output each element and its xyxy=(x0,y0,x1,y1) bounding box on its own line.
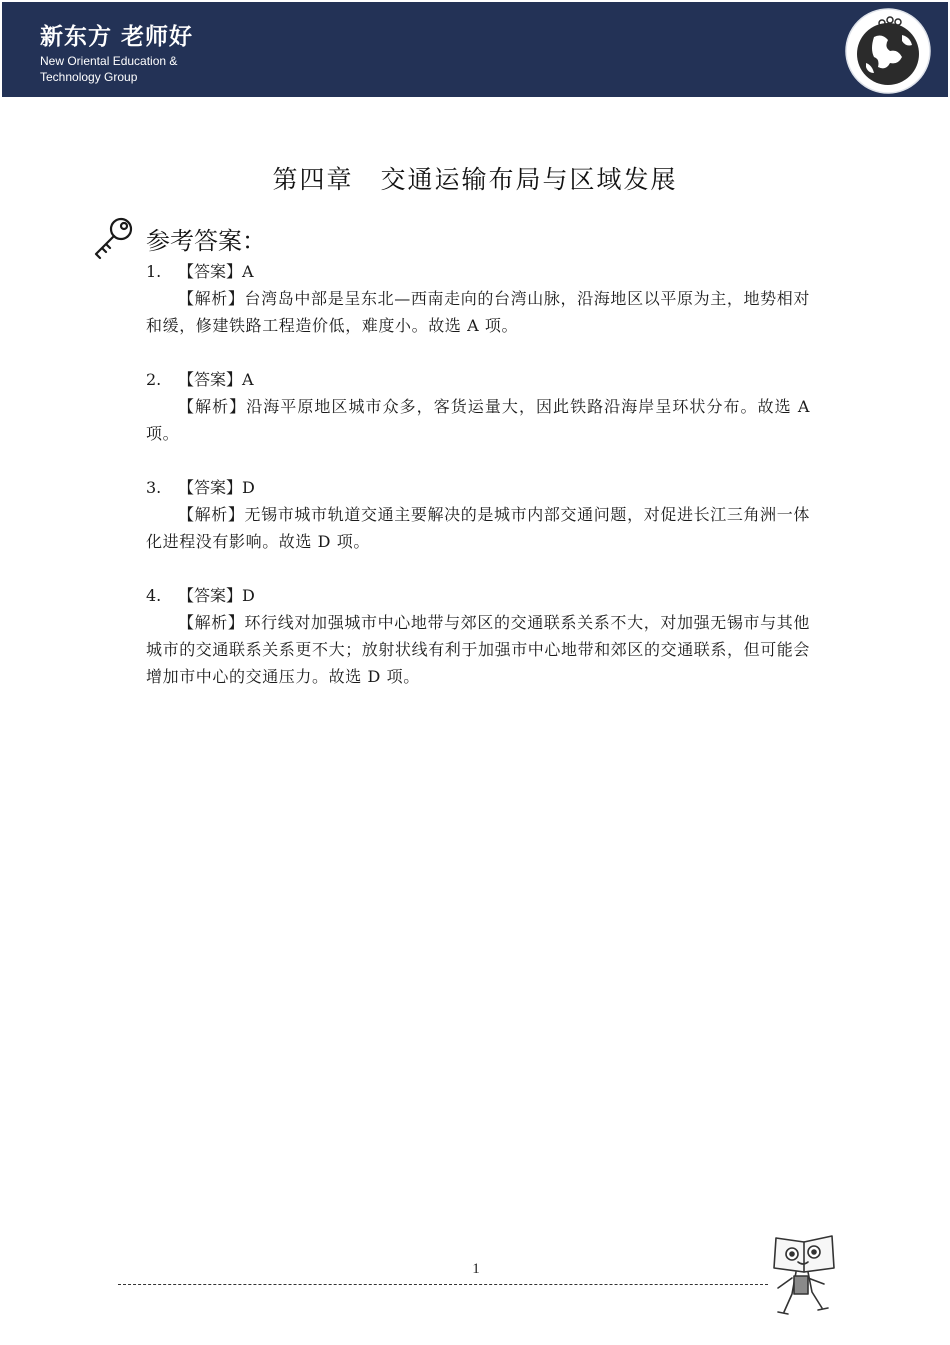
answer-number: 3. xyxy=(146,478,162,497)
brand-name-en-line2: Technology Group xyxy=(40,70,138,84)
answer-list xyxy=(146,258,810,717)
answer-number: 2. xyxy=(146,370,162,389)
answer-item xyxy=(146,582,810,690)
chapter-title: 第四章 交通运输布局与区域发展 xyxy=(272,165,678,194)
answer-key: 【答案】A xyxy=(178,262,254,281)
book-mascot-icon xyxy=(768,1232,840,1318)
answer-item xyxy=(146,366,810,447)
answer-item xyxy=(146,474,810,555)
section-heading: 参考答案： xyxy=(146,227,266,255)
answer-key: 【答案】A xyxy=(178,370,254,389)
answer-explanation: 【解析】沿海平原地区城市众多，客货运量大，因此铁路沿海岸呈环状分布。故选 A 项。 xyxy=(146,397,810,443)
key-icon xyxy=(90,214,136,262)
brand-name-en xyxy=(40,53,177,85)
answer-explanation: 【解析】无锡市城市轨道交通主要解决的是城市内部交通问题，对促进长江三角洲一体化进程没有影响。故选 D 项。 xyxy=(146,505,810,551)
answer-number: 1. xyxy=(146,262,162,281)
page-header xyxy=(2,2,948,97)
answer-explanation: 【解析】台湾岛中部是呈东北—西南走向的台湾山脉，沿海地区以平原为主，地势相对和缓，修建铁路工程造价低，难度小。故选 A 项。 xyxy=(146,289,810,335)
answer-key: 【答案】D xyxy=(178,478,255,497)
page-number: 1 xyxy=(472,1261,480,1277)
answer-explanation: 【解析】环行线对加强城市中心地带与郊区的交通联系关系不大，对加强无锡市与其他城市的交通联系关系更不大；放射状线有利于加强市中心地带和郊区的交通联系，但可能会增加市中心的交通压力。故选 D 项。 xyxy=(146,613,811,686)
answer-item xyxy=(146,258,810,339)
answer-key: 【答案】D xyxy=(178,586,255,605)
footer-divider xyxy=(118,1284,768,1285)
answer-number: 4. xyxy=(146,586,162,605)
brand-name-cn: 新东方 老师好 xyxy=(40,24,194,50)
brand-name-en-line1: New Oriental Education & xyxy=(40,54,178,68)
new-oriental-globe-logo-icon xyxy=(844,7,932,95)
